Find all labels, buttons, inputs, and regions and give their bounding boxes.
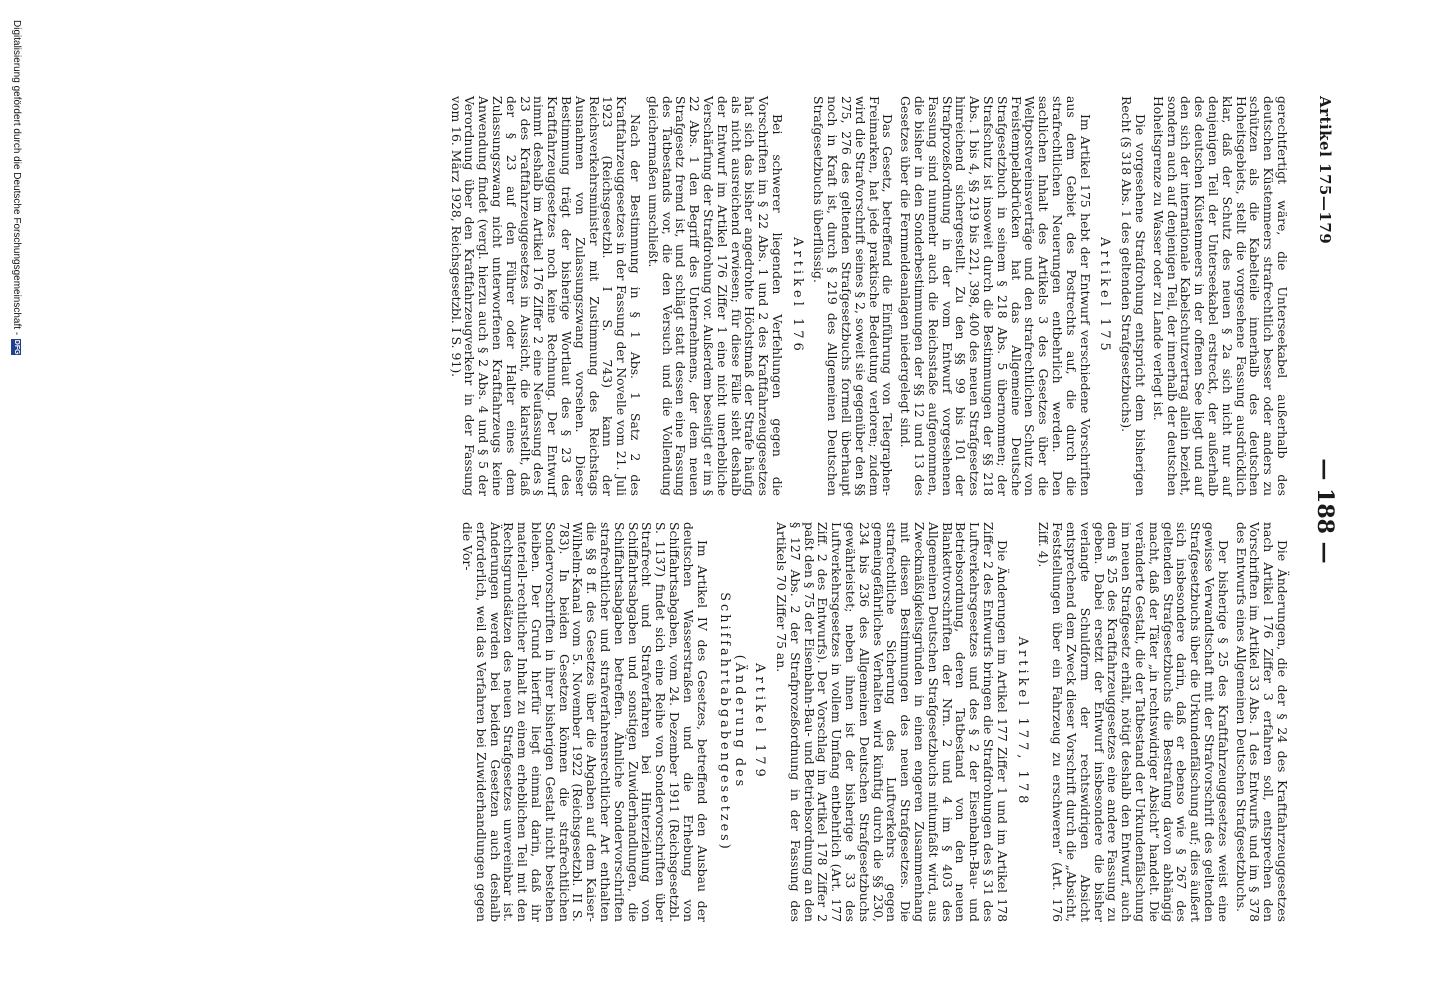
paragraph: Die Änderungen, die der § 24 des Kraftfahrzeuggesetzes nach Artikel 176 Ziffer 3 erfahren soll, entsprechen den Vorschriften im Artikel 33 Abs. 1 des Entwurfs und im § 378 des Entwurfs eines Allgemeinen Deutschen Strafgesetzbuchs. bbox=[1233, 522, 1290, 922]
paragraph: Der bisherige § 25 des Kraftfahrzeuggesetzes weist eine gewisse Verwandtschaft mit der Strafvorschrift des geltenden Strafgesetzbuchs über die Urkundenfälschung auf; dies äußert sich insbesondere darin, daß er ebenso wie § 267 des geltenden Strafgesetzbuchs die Bestrafung davon abhängig macht, daß der Täter „in rechtswidriger Absicht“ handelt. Die veränderte Gestalt, die der Tatbestand der Urkundenfälschung im neuen Strafgesetz erhält, nötigt deshalb den Entwurf, auch dem § 25 des Kraftfahrzeuggesetzes eine andere Fassung zu geben. Dabei ersetzt der Entwurf insbesondere die bisher verlangte Schuldform der rechtswidrigen Absicht entsprechend dem Zweck dieser Vorschrift durch die „Absicht, Feststellungen über ein Fahrzeug zu erschweren“ (Art. 176 Ziff. 4). bbox=[1036, 522, 1231, 922]
section-heading: Artikel 177, 178 bbox=[1014, 636, 1030, 808]
running-head-title: Artikel 175—179 bbox=[1316, 96, 1334, 245]
paragraph: Die Änderungen im Artikel 177 Ziffer 1 und im Artikel 178 Ziffer 2 des Entwurfs bringen die Strafdrohungen des § 31 des Luftverkehrsgesetzes und des § 2 der Eisenbahn-Bau- und Betriebsordnung, deren Tatbestand von den neuen Blankettvorschriften der Nrn. 2 und 4 im § 403 des Allgemeinen Deutschen Strafgesetzbuchs mitumfaßt wird, aus Zweckmäßigkeitsgründen in einen engeren Zusammenhang mit diesen Bestimmungen des neuen Strafgesetzes. Die strafrechtliche Sicherung des Luftverkehrs gegen gemeingefährliches Verhalten wird künftig durch die §§ 230, 234 bis 236 des Allgemeinen Deutschen Strafgesetzbuchs gewährleistet; neben ihnen ist der bisherige § 33 des Luftverkehrsgesetzes in vollem Umfang entbehrlich (Art. 177 Ziff. 2 des Entwurfs). Der Vorschlag im Artikel 178 Ziffer 2 paßt den § 75 der Eisenbahn-Bau- und Betriebsordnung an den § 127 Abs. 2 der Strafprozeßordnung in der Fassung des Artikels 70 Ziffer 75 an. bbox=[774, 522, 1010, 922]
section-heading: Artikel 179 bbox=[752, 663, 768, 781]
section-heading: Artikel 176 bbox=[789, 237, 805, 355]
paragraph: Die vorgesehene Strafdrohung entspricht dem bisherigen Recht (§ 318 Abs. 1 des geltenden Strafgesetzbuchs). bbox=[1119, 96, 1149, 496]
credit-text: Digitalisierung gefördert durch die Deutsche Forschungsgemeinschaft - bbox=[11, 20, 22, 336]
paragraph: gerechtfertigt wäre, die Unterseekabel außerhalb des deutschen Küstenmeers strafrechtlich besser oder anders zu schützen als die Kabelteile innerhalb des deutschen Hoheitsgebiets, stellt die vorgesehene Fassung ausdrücklich klar, daß der Schutz des neuen § 2a sich nicht nur auf denjenigen Teil der Unterseekabel erstreckt, der außerhalb des deutschen Küstenmeers in der offenen See liegt und auf den sich der internationale Kabelschutzvertrag allein bezieht, sondern auch auf denjenigen Teil, der innerhalb der deutschen Hoheitsgrenze zu Wasser oder zu Lande verlegt ist. bbox=[1150, 96, 1290, 496]
paragraph: Das Gesetz, betreffend die Einführung von Telegraphen-Freimarken, hat jede praktische Bedeutung verloren; zudem wird die Strafvorschrift seines § 2, soweit sie gegenüber den §§ 275, 276 des geltenden Strafgesetzbuchs formell überhaupt noch in Kraft ist, durch § 219 des Allgemeinen Deutschen Strafgesetzbuchs überflüssig. bbox=[811, 96, 896, 496]
dfg-logo-icon: DFG bbox=[13, 339, 21, 355]
section-subheading: (Änderung des Schiffahrtabgabengesetzes) bbox=[716, 592, 747, 852]
paragraph: Im Artikel 175 hebt der Entwurf verschiedene Vorschriften aus dem Gebiet des Postrechts auf, die durch die strafrechtlichen Neuerungen entbehrlich werden. Den sachlichen Inhalt des Artikels 3 des Gesetzes über die Weltpostvereinsverträge und den strafrechtlichen Schutz von Freistempelabdrücken hat das Allgemeine Deutsche Strafgesetzbuch in seinem § 218 Abs. 5 übernommen; der Strafschutz ist insoweit durch die Bestimmungen der §§ 218 Abs. 1 bis 4, §§ 219 bis 221, 398, 400 des neuen Strafgesetzes hinreichend sichergestellt. Zu den §§ 99 bis 101 der Strafprozeßordnung in der vom Entwurf vorgesehenen Fassung sind nunmehr auch die Reichsstaße aufgenommen, die bisher in den Sonderbestimmungen der §§ 12 und 13 des Gesetzes über die Fernmeldeanlagen niedergelegt sind. bbox=[898, 96, 1093, 496]
paragraph: Im Artikel IV des Gesetzes, betreffend den Ausbau der deutschen Wasserstraßen und die Erhebung von Schiffahrtsabgaben, vom 24. Dezember 1911 (Reichsgesetzbl. S. 1137) findet sich eine Reihe von Sondervorschriften über Strafrecht und Strafverfahren bei Hinterziehung von Schiffahrtsabgaben und sonstigen Zuwiderhandlungen, die Schiffahrtsabgaben betreffen. Ähnliche Sondervorschriften strafrechtlicher und strafverfahrensrechtlicher Art enthalten die §§ 8 ff. des Gesetzes über die Abgaben auf dem Kaiser-Wilhelm-Kanal vom 5. November 1922 (Reichsgesetzbl. II S. 783). In beiden Gesetzen können die strafrechtlichen Sondervorschriften in ihrer bisherigen Gestalt nicht bestehen bleiben. Der Grund hierfür liegt einmal darin, daß ihr materiell-rechtlicher Inhalt zu einem erheblichen Teil mit den Rechtsgrundsätzen des neuen Strafgesetzes unvereinbar ist. Änderungen werden bei beiden Gesetzen auch deshalb erforderlich, weil das Verfahren bei Zuwiderhandlungen gegen die Vor- bbox=[459, 522, 710, 922]
section-heading: Artikel 175 bbox=[1097, 237, 1113, 355]
paragraph: Bei schwerer liegenden Verfehlungen gegen die Vorschriften im § 22 Abs. 1 und 2 des Kraftfahrzeuggesetzes hat sich das bisher angedrohte Höchstmaß der Strafe häufig als nicht ausreichend erwiesen; für diese Fälle sieht deshalb der Entwurf im Artikel 176 Ziffer 1 eine nicht unerhebliche Verschärfung der Strafdrohung vor. Außerdem beseitigt er im § 22 Abs. 1 den Begriff des Unternehmens, der dem neuen Strafgesetz fremd ist, und schlägt statt dessen eine Fassung des Tatbestands vor, die den Versuch und die Vollendung gleichermaßen umschließt. bbox=[645, 96, 785, 496]
right-column bbox=[456, 522, 1289, 922]
page-number: — 188 — bbox=[1312, 458, 1338, 564]
running-head bbox=[1294, 96, 1338, 926]
paragraph: Nach der Bestimmung in § 1 Abs. 1 Satz 2 des Kraftfahrzeuggesetzes in der Fassung der Novelle vom 21. Juli 1923 (Reichsgesetzbl. I S. 743) kann der Reichsverkehrsminister mit Zustimmung des Reichstags Ausnahmen von Zulassungszwang vorsehen. Dieser Bestimmung trägt der bisherige Wortlaut des § 23 des Kraftfahrzeuggesetzes noch keine Rechnung. Der Entwurf nimmt deshalb im Artikel 176 Ziffer 2 eine Neufassung des § 23 des Kraftfahrzeuggesetzes in Aussicht, die klarstellt, daß der § 23 auf den Führer oder Halter eines dem Zulassungszwang nicht unterworfenen Kraftfahrzeugs keine Anwendung findet (vergl. hierzu auch § 2 Abs. 4 und § 5 der Verordnung über den Kraftfahrzeugverkehr in der Fassung vom 16. März 1928, Reichsgesetzbl. I S. 91). bbox=[448, 96, 643, 496]
left-column bbox=[445, 96, 1289, 496]
digitization-credit bbox=[11, 20, 22, 355]
